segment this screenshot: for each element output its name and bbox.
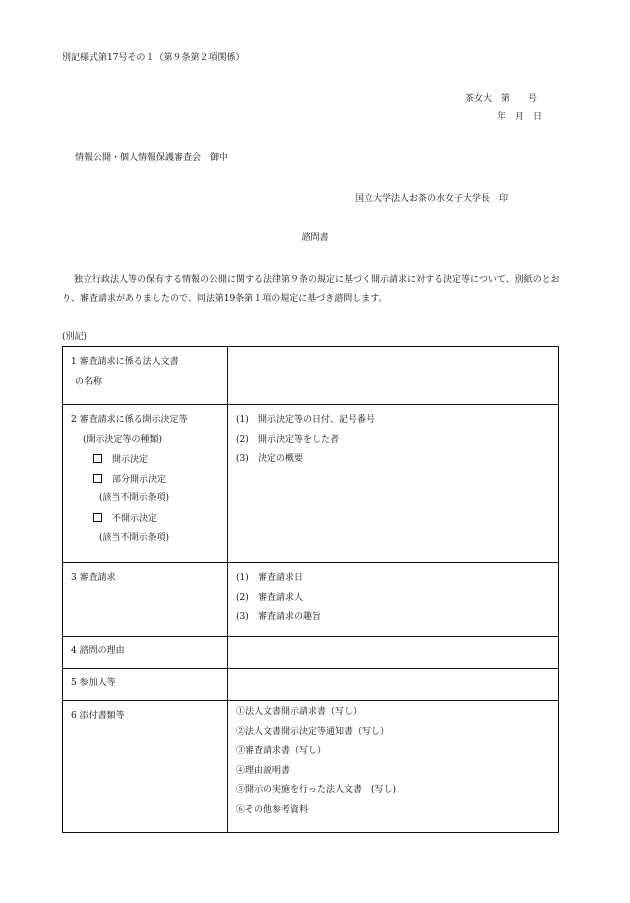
row2-item-2-text: 開示決定等をした者 — [258, 434, 340, 445]
row1-value-cell — [228, 347, 559, 405]
checkbox-icon — [93, 474, 102, 483]
row6-value-cell — [228, 701, 559, 833]
row2-label-line1: 2 審査請求に係る開示決定等 — [71, 415, 188, 425]
row3-value-cell — [228, 563, 559, 637]
attachment-6: ⑥その他参考資料 — [236, 804, 309, 815]
row-attachments — [63, 701, 559, 833]
row6-label-cell — [63, 701, 228, 833]
row2-item-1-text: 開示決定等の日付、記号番号 — [258, 415, 376, 425]
option-non-disclosure-note: (該当不開示条項) — [99, 532, 170, 543]
option-partial-note: (該当不開示条項) — [99, 493, 170, 504]
row3-item-2-text: 審査請求人 — [258, 592, 304, 603]
row2-item-3 — [236, 454, 558, 474]
row4-value-cell — [228, 637, 559, 669]
row2-item-2 — [236, 435, 558, 455]
option-disclosure-label: 開示決定 — [112, 455, 149, 466]
row3-item-2 — [236, 593, 558, 613]
checkbox-icon — [93, 454, 102, 463]
reference-number: 茶女大 第 号 — [465, 94, 538, 104]
row2-label-cell — [63, 405, 228, 563]
row2-item-3-num: (3) — [236, 454, 249, 465]
option-non-disclosure-label: 不開示決定 — [112, 513, 158, 524]
row2-item-3-text: 決定の概要 — [258, 454, 304, 465]
option-partial-disclosure-label: 部分開示決定 — [112, 474, 167, 485]
attachment-5: ⑤開示の実施を行った法人文書 (写し) — [236, 785, 397, 796]
row-review-request — [63, 563, 559, 637]
row3-item-2-num: (2) — [236, 592, 249, 603]
attachment-2: ②法人文書開示決定等通知書（写し） — [236, 726, 390, 737]
attachment-4: ④理由説明書 — [236, 765, 291, 776]
row2-item-2-num: (2) — [236, 434, 249, 445]
row3-item-1-num: (1) — [236, 573, 249, 583]
row2-item-1-num: (1) — [236, 415, 249, 425]
body-paragraph: 独立行政法人等の保有する情報の公開に関する法律第９条の規定に基づく開示請求に対する決定等について、別紙のとおり、審査請求がありましたので、同法第19条第１項の規定に基づき諮問します。 — [62, 275, 560, 304]
row3-label: 3 審査請求 — [71, 573, 116, 583]
option-partial-disclosure — [71, 474, 227, 494]
row1-label-line1: 1 審査請求に係る法人文書 — [71, 357, 179, 367]
row-participants — [63, 669, 559, 701]
checkbox-icon — [93, 513, 102, 522]
row-consultation-reason — [63, 637, 559, 669]
row3-item-1 — [236, 573, 558, 593]
row5-value-cell — [228, 669, 559, 701]
row3-label-cell — [63, 563, 228, 637]
row3-item-1-text: 審査請求日 — [258, 573, 304, 583]
option-disclosure — [71, 454, 227, 474]
row4-label: 4 諮問の理由 — [71, 646, 125, 656]
row-document-name — [63, 347, 559, 405]
attachment-1: ①法人文書開示請求書（写し） — [236, 707, 363, 717]
form-number: 別記様式第17号その１（第９条第２項関係） — [62, 53, 245, 63]
row6-label: 6 添付書類等 — [71, 711, 125, 721]
row1-label-cell — [63, 347, 228, 405]
row4-label-cell — [63, 637, 228, 669]
addressee: 情報公開・個人情報保護審査会 御中 — [75, 153, 229, 163]
row-disclosure-decision — [63, 405, 559, 563]
row2-item-1 — [236, 415, 558, 435]
row3-item-3 — [236, 612, 558, 632]
row1-label-line2: の名称 — [75, 376, 103, 387]
consultation-table — [62, 346, 559, 833]
date-line: 年 月 日 — [497, 112, 543, 122]
row3-item-3-text: 審査請求の趣旨 — [258, 612, 322, 623]
annex-label: (別記) — [62, 332, 88, 342]
sender-signature: 国立大学法人お茶の水女子大学長 印 — [355, 194, 509, 204]
row5-label-cell — [63, 669, 228, 701]
document-title: 諮問書 — [301, 233, 329, 243]
row2-label-line2: (開示決定等の種類) — [83, 434, 163, 445]
attachment-3: ③審査請求書（写し） — [236, 746, 327, 757]
row3-item-3-num: (3) — [236, 612, 249, 623]
row2-value-cell — [228, 405, 559, 563]
option-non-disclosure — [71, 513, 227, 533]
row5-label: 5 参加人等 — [71, 678, 116, 688]
